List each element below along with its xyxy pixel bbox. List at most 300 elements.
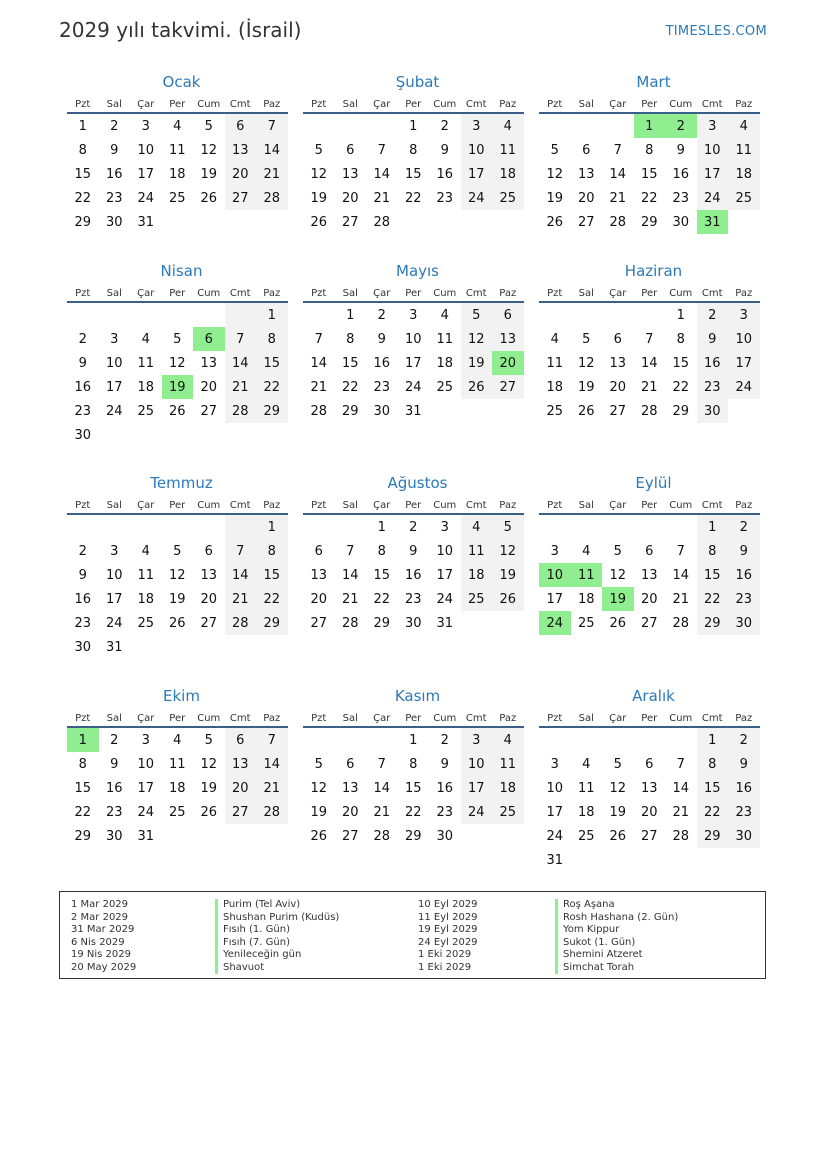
day-cell: 5	[613, 543, 622, 559]
day-cell: 6	[314, 543, 323, 559]
day-cell: 22	[697, 800, 729, 824]
weekday-header: Sal	[571, 285, 603, 302]
weekday-header: Sal	[99, 497, 131, 514]
empty-cell	[162, 635, 194, 659]
site-link[interactable]: TIMESLES.COM	[665, 24, 767, 39]
day-cell: 11	[577, 780, 595, 796]
day-cell: 7	[613, 142, 622, 158]
day-cell: 18	[577, 804, 595, 820]
month-name: Şubat	[395, 73, 440, 91]
legend-holiday-name: Rosh Hashana (2. Gün)	[555, 912, 678, 925]
day-cell: 27	[640, 615, 658, 631]
empty-cell	[303, 302, 335, 327]
day-cell: 17	[137, 166, 155, 182]
day-cell: 13	[492, 327, 524, 351]
empty-cell	[571, 727, 603, 752]
weekday-header: Cmt	[225, 285, 257, 302]
day-cell: 25	[137, 615, 155, 631]
day-cell: 13	[609, 355, 627, 371]
day-cell: 14	[225, 351, 257, 375]
day-cell: 23	[728, 587, 760, 611]
page-title: 2029 yılı takvimi. (İsrail)	[59, 18, 302, 42]
day-cell: 10	[546, 780, 564, 796]
day-cell: 9	[377, 331, 386, 347]
day-cell: 21	[310, 379, 328, 395]
day-cell: 25	[492, 186, 524, 210]
day-cell: 13	[341, 166, 359, 182]
empty-cell	[162, 514, 194, 539]
day-cell: 1	[346, 307, 355, 323]
day-cell: 31	[436, 615, 454, 631]
month-name: Mart	[636, 73, 671, 91]
legend-dates-left	[71, 899, 136, 974]
day-cell: 8	[377, 543, 386, 559]
day-cell: 18	[492, 162, 524, 186]
day-cell: 8	[409, 142, 418, 158]
day-cell: 27	[200, 403, 218, 419]
day-cell: 6	[225, 113, 257, 138]
empty-cell	[256, 824, 288, 848]
day-cell: 5	[314, 756, 323, 772]
day-cell: 21	[341, 591, 359, 607]
weekday-header: Per	[162, 285, 194, 302]
day-cell: 27	[341, 214, 359, 230]
day-cell: 13	[225, 138, 257, 162]
weekday-header: Çar	[130, 710, 162, 727]
month-3	[539, 72, 760, 234]
day-cell: 1	[697, 514, 729, 539]
day-cell: 20	[200, 379, 218, 395]
month-8	[303, 473, 524, 635]
empty-cell	[571, 113, 603, 138]
day-cell: 3	[697, 113, 729, 138]
day-cell: 5	[461, 302, 493, 327]
legend-date: 1 Eki 2029	[418, 949, 472, 960]
day-cell: 7	[314, 331, 323, 347]
day-cell: 15	[74, 780, 92, 796]
day-cell: 7	[346, 543, 355, 559]
day-cell: 9	[110, 756, 119, 772]
month-10	[67, 686, 288, 848]
empty-cell	[539, 113, 571, 138]
empty-cell	[665, 848, 697, 872]
empty-cell	[162, 302, 194, 327]
day-cell: 4	[492, 727, 524, 752]
day-cell: 8	[256, 539, 288, 563]
day-cell: 18	[137, 591, 155, 607]
empty-cell	[99, 302, 131, 327]
day-cell: 12	[200, 756, 218, 772]
day-cell: 15	[256, 563, 288, 587]
day-cell: 27	[640, 828, 658, 844]
weekday-header: Cmt	[461, 285, 493, 302]
day-cell: 27	[492, 375, 524, 399]
day-cell: 21	[373, 190, 391, 206]
day-cell: 4	[492, 113, 524, 138]
day-cell: 13	[640, 567, 658, 583]
day-cell: 21	[672, 591, 690, 607]
day-cell: 15	[697, 776, 729, 800]
day-cell: 5	[492, 514, 524, 539]
day-cell: 28	[225, 611, 257, 635]
weekday-header: Paz	[728, 710, 760, 727]
day-cell: 19	[310, 190, 328, 206]
empty-cell	[728, 399, 760, 423]
month-name: Ağustos	[387, 474, 448, 492]
day-cell: 1	[409, 732, 418, 748]
weekday-header: Paz	[728, 285, 760, 302]
weekday-header: Çar	[602, 285, 634, 302]
day-cell: 31	[546, 852, 564, 868]
weekday-header: Per	[398, 497, 430, 514]
empty-cell	[697, 848, 729, 872]
day-cell: 3	[440, 519, 449, 535]
empty-cell	[492, 399, 524, 423]
weekday-header: Sal	[335, 710, 367, 727]
day-cell: 19	[546, 190, 564, 206]
day-cell: 20	[341, 804, 359, 820]
day-cell: 6	[204, 543, 213, 559]
day-cell: 2	[440, 118, 449, 134]
holiday-day-cell: 19	[602, 587, 634, 611]
day-cell: 2	[728, 514, 760, 539]
day-cell: 5	[204, 732, 213, 748]
empty-cell	[130, 423, 162, 447]
day-cell: 5	[173, 331, 182, 347]
day-cell: 1	[377, 519, 386, 535]
day-cell: 16	[728, 563, 760, 587]
empty-cell	[162, 824, 194, 848]
empty-cell	[335, 727, 367, 752]
weekday-header: Per	[162, 710, 194, 727]
empty-cell	[193, 423, 225, 447]
day-cell: 25	[168, 804, 186, 820]
legend-names-right	[555, 899, 678, 974]
day-cell: 20	[609, 379, 627, 395]
month-1	[67, 72, 288, 234]
day-cell: 9	[110, 142, 119, 158]
day-cell: 3	[728, 302, 760, 327]
day-cell: 29	[74, 828, 92, 844]
empty-cell	[461, 824, 493, 848]
day-cell: 19	[200, 166, 218, 182]
day-cell: 30	[728, 611, 760, 635]
day-cell: 27	[200, 615, 218, 631]
day-cell: 18	[168, 780, 186, 796]
day-cell: 31	[404, 403, 422, 419]
day-cell: 11	[492, 752, 524, 776]
day-cell: 2	[377, 307, 386, 323]
day-cell: 16	[436, 166, 454, 182]
empty-cell	[193, 514, 225, 539]
day-cell: 3	[141, 118, 150, 134]
day-cell: 18	[137, 379, 155, 395]
month-name: Eylül	[635, 474, 672, 492]
weekday-header: Pzt	[303, 710, 335, 727]
day-cell: 26	[546, 214, 564, 230]
legend-date: 10 Eyl 2029	[418, 899, 478, 910]
weekday-header: Sal	[571, 96, 603, 113]
day-cell: 6	[492, 302, 524, 327]
day-cell: 24	[137, 804, 155, 820]
empty-cell	[225, 635, 257, 659]
day-cell: 22	[672, 379, 690, 395]
empty-cell	[193, 635, 225, 659]
day-cell: 18	[546, 379, 564, 395]
month-5	[303, 261, 524, 423]
day-cell: 29	[640, 214, 658, 230]
day-cell: 11	[461, 539, 493, 563]
day-cell: 17	[105, 591, 123, 607]
holiday-day-cell: 19	[162, 375, 194, 399]
day-cell: 1	[78, 118, 87, 134]
weekday-header: Cmt	[697, 285, 729, 302]
day-cell: 24	[728, 375, 760, 399]
day-cell: 25	[577, 615, 595, 631]
day-cell: 20	[640, 804, 658, 820]
day-cell: 28	[373, 214, 391, 230]
empty-cell	[602, 727, 634, 752]
day-cell: 21	[256, 776, 288, 800]
day-cell: 15	[672, 355, 690, 371]
day-cell: 6	[645, 543, 654, 559]
empty-cell	[99, 423, 131, 447]
day-cell: 21	[225, 587, 257, 611]
day-cell: 29	[256, 611, 288, 635]
day-cell: 2	[728, 727, 760, 752]
weekday-header: Cum	[665, 497, 697, 514]
weekday-header: Çar	[366, 96, 398, 113]
legend-holiday-name: Shavuot	[215, 962, 339, 975]
day-cell: 16	[404, 567, 422, 583]
weekday-header: Per	[162, 96, 194, 113]
day-cell: 28	[672, 615, 690, 631]
weekday-header: Sal	[99, 710, 131, 727]
day-cell: 30	[404, 615, 422, 631]
empty-cell	[130, 635, 162, 659]
day-cell: 19	[200, 780, 218, 796]
empty-cell	[571, 848, 603, 872]
empty-cell	[162, 210, 194, 234]
weekday-header: Cmt	[225, 710, 257, 727]
day-cell: 24	[546, 828, 564, 844]
day-cell: 6	[346, 756, 355, 772]
day-cell: 30	[105, 828, 123, 844]
day-cell: 12	[168, 567, 186, 583]
weekday-header: Çar	[366, 710, 398, 727]
day-cell: 6	[346, 142, 355, 158]
day-cell: 16	[105, 166, 123, 182]
day-cell: 4	[461, 514, 493, 539]
day-cell: 25	[492, 800, 524, 824]
day-cell: 6	[225, 727, 257, 752]
day-cell: 11	[728, 138, 760, 162]
weekday-header: Pzt	[539, 96, 571, 113]
day-cell: 27	[609, 403, 627, 419]
empty-cell	[193, 302, 225, 327]
legend-date: 31 Mar 2029	[71, 924, 135, 935]
day-cell: 7	[377, 756, 386, 772]
day-cell: 31	[137, 214, 155, 230]
day-cell: 15	[373, 567, 391, 583]
day-cell: 4	[141, 543, 150, 559]
day-cell: 20	[200, 591, 218, 607]
day-cell: 14	[373, 780, 391, 796]
weekday-header: Cum	[429, 710, 461, 727]
day-cell: 20	[310, 591, 328, 607]
holiday-day-cell: 31	[697, 210, 729, 234]
empty-cell	[335, 514, 367, 539]
empty-cell	[461, 611, 493, 635]
day-cell: 9	[728, 752, 760, 776]
day-cell: 23	[74, 403, 92, 419]
holiday-day-cell: 20	[492, 351, 524, 375]
day-cell: 12	[609, 780, 627, 796]
day-cell: 30	[436, 828, 454, 844]
day-cell: 1	[256, 514, 288, 539]
day-cell: 14	[672, 567, 690, 583]
weekday-header: Sal	[571, 710, 603, 727]
month-name: Temmuz	[150, 474, 213, 492]
day-cell: 31	[137, 828, 155, 844]
day-cell: 9	[78, 567, 87, 583]
day-cell: 21	[256, 162, 288, 186]
legend-date: 1 Eki 2029	[418, 961, 472, 973]
empty-cell	[492, 824, 524, 848]
month-11	[303, 686, 524, 848]
day-cell: 26	[200, 804, 218, 820]
empty-cell	[461, 210, 493, 234]
day-cell: 25	[577, 828, 595, 844]
day-cell: 12	[200, 142, 218, 158]
empty-cell	[665, 727, 697, 752]
weekday-header: Çar	[366, 285, 398, 302]
weekday-header: Per	[398, 285, 430, 302]
day-cell: 11	[137, 567, 155, 583]
day-cell: 29	[74, 214, 92, 230]
day-cell: 14	[609, 166, 627, 182]
day-cell: 22	[697, 587, 729, 611]
day-cell: 21	[373, 804, 391, 820]
weekday-header: Paz	[256, 497, 288, 514]
day-cell: 14	[310, 355, 328, 371]
empty-cell	[99, 514, 131, 539]
day-cell: 30	[672, 214, 690, 230]
day-cell: 11	[546, 355, 564, 371]
day-cell: 4	[173, 732, 182, 748]
day-cell: 29	[672, 403, 690, 419]
day-cell: 18	[577, 591, 595, 607]
day-cell: 26	[168, 615, 186, 631]
day-cell: 13	[310, 567, 328, 583]
day-cell: 18	[728, 162, 760, 186]
day-cell: 8	[78, 756, 87, 772]
day-cell: 14	[225, 563, 257, 587]
weekday-header: Cmt	[697, 710, 729, 727]
day-cell: 8	[645, 142, 654, 158]
weekday-header: Cum	[665, 710, 697, 727]
day-cell: 4	[173, 118, 182, 134]
weekday-header: Sal	[335, 497, 367, 514]
weekday-header: Sal	[99, 285, 131, 302]
empty-cell	[634, 848, 666, 872]
legend-date: 20 May 2029	[71, 961, 137, 973]
empty-cell	[130, 302, 162, 327]
day-cell: 29	[341, 403, 359, 419]
day-cell: 26	[609, 615, 627, 631]
weekday-header: Çar	[130, 285, 162, 302]
month-9	[539, 473, 760, 635]
day-cell: 15	[341, 355, 359, 371]
day-cell: 17	[546, 591, 564, 607]
month-6	[539, 261, 760, 423]
empty-cell	[602, 113, 634, 138]
empty-cell	[67, 514, 99, 539]
day-cell: 21	[225, 375, 257, 399]
day-cell: 4	[141, 331, 150, 347]
day-cell: 14	[256, 752, 288, 776]
day-cell: 16	[672, 166, 690, 182]
day-cell: 2	[697, 302, 729, 327]
day-cell: 18	[168, 166, 186, 182]
day-cell: 6	[582, 142, 591, 158]
day-cell: 2	[110, 732, 119, 748]
day-cell: 29	[373, 615, 391, 631]
month-name: Ocak	[162, 73, 201, 91]
day-cell: 26	[200, 190, 218, 206]
weekday-header: Per	[634, 497, 666, 514]
day-cell: 8	[697, 539, 729, 563]
day-cell: 13	[225, 752, 257, 776]
day-cell: 12	[577, 355, 595, 371]
legend-dates-right	[418, 899, 478, 974]
day-cell: 26	[577, 403, 595, 419]
weekday-header: Per	[398, 710, 430, 727]
empty-cell	[303, 113, 335, 138]
day-cell: 29	[256, 399, 288, 423]
day-cell: 7	[645, 331, 654, 347]
day-cell: 7	[256, 727, 288, 752]
weekday-header: Çar	[602, 96, 634, 113]
month-name: Mayıs	[396, 262, 439, 280]
weekday-header: Cum	[429, 285, 461, 302]
day-cell: 10	[697, 138, 729, 162]
weekday-header: Çar	[130, 96, 162, 113]
day-cell: 22	[640, 190, 658, 206]
empty-cell	[225, 302, 257, 327]
legend-names-left	[215, 899, 339, 974]
day-cell: 17	[697, 162, 729, 186]
weekday-header: Per	[398, 96, 430, 113]
weekday-header: Cum	[665, 285, 697, 302]
day-cell: 22	[373, 591, 391, 607]
day-cell: 18	[436, 355, 454, 371]
day-cell: 3	[110, 543, 119, 559]
empty-cell	[492, 210, 524, 234]
weekday-header: Paz	[256, 96, 288, 113]
day-cell: 14	[341, 567, 359, 583]
legend-holiday-name: Shemini Atzeret	[555, 949, 678, 962]
weekday-header: Paz	[492, 710, 524, 727]
day-cell: 13	[341, 780, 359, 796]
day-cell: 23	[672, 190, 690, 206]
day-cell: 19	[577, 379, 595, 395]
legend-holiday-name: Sukot (1. Gün)	[555, 937, 678, 950]
weekday-header: Paz	[256, 710, 288, 727]
empty-cell	[429, 399, 461, 423]
day-cell: 24	[436, 591, 454, 607]
day-cell: 24	[697, 186, 729, 210]
